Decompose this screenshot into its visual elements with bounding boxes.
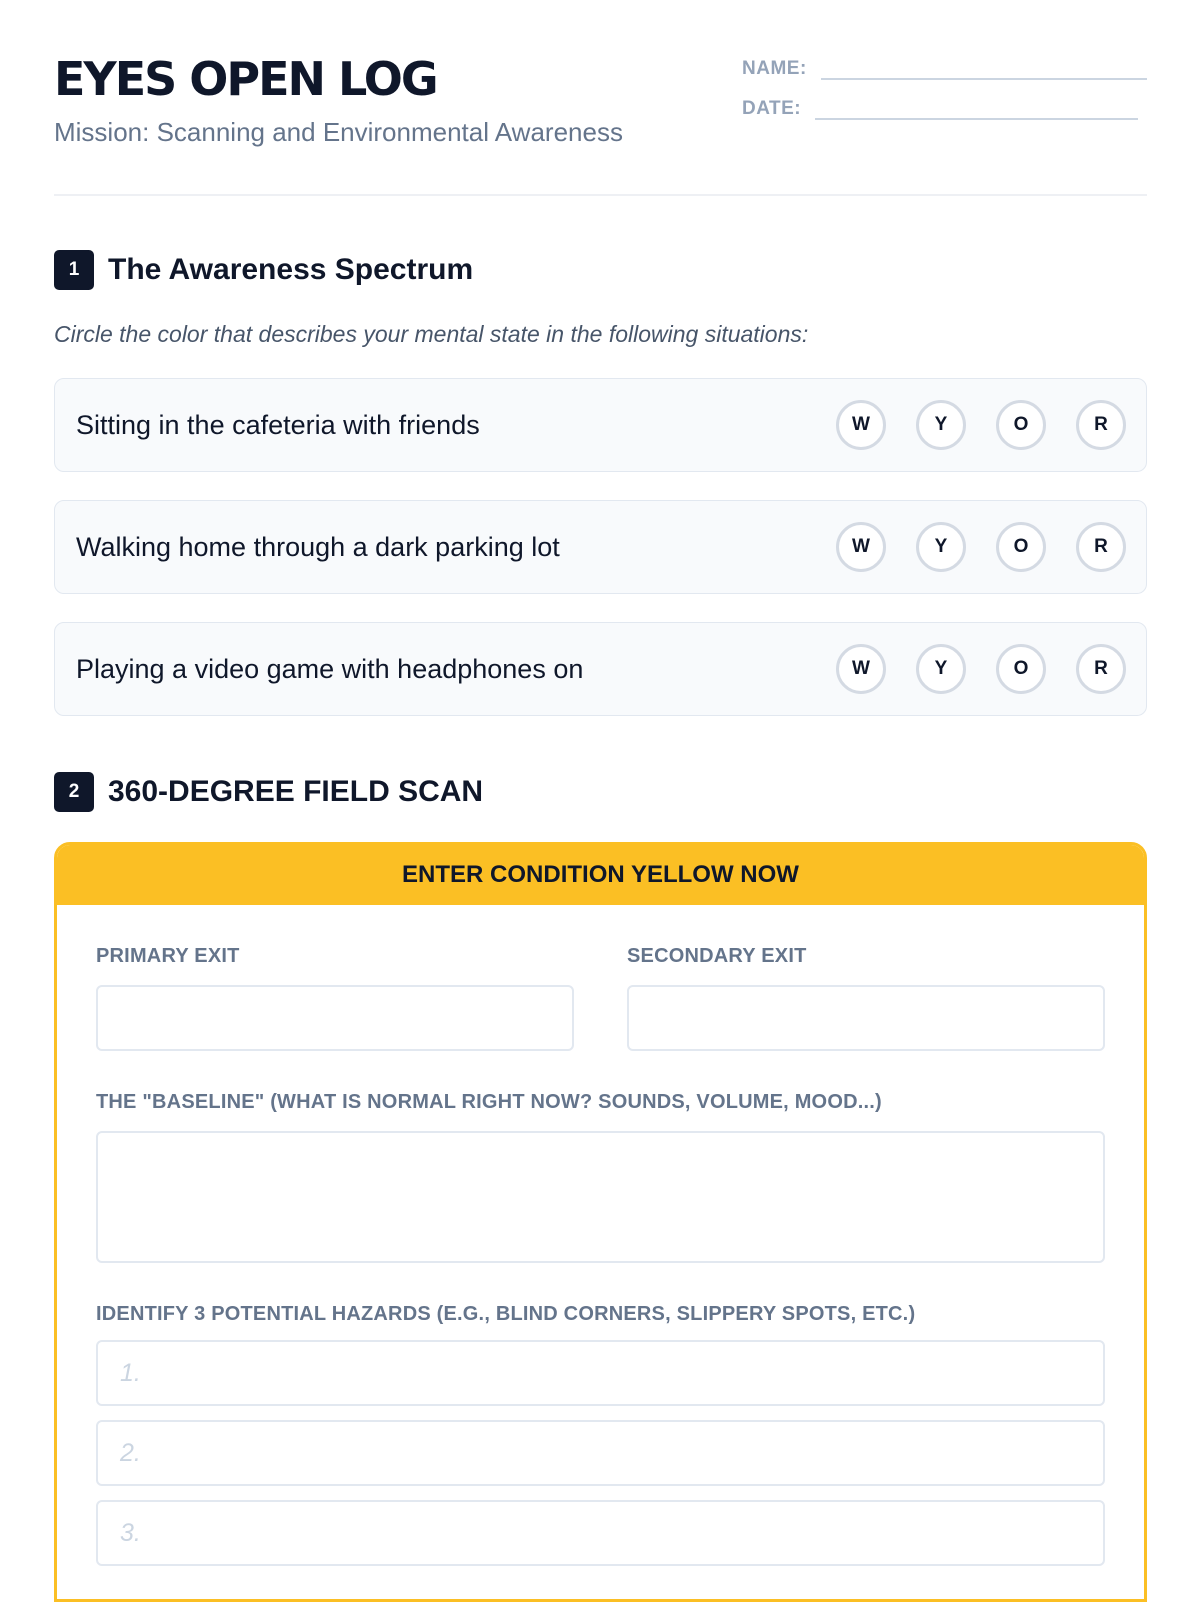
- situation-row: [54, 500, 1147, 594]
- primary-exit-field[interactable]: [96, 985, 574, 1051]
- baseline-label: THE "BASELINE" (WHAT IS NORMAL RIGHT NOW? SOUNDS, VOLUME, MOOD...): [96, 1091, 882, 1113]
- secondary-exit-label: SECONDARY EXIT: [627, 945, 807, 967]
- option-yellow[interactable]: Y: [916, 644, 966, 694]
- hazards-group: [96, 1303, 1105, 1566]
- name-field[interactable]: [821, 54, 1147, 80]
- date-field[interactable]: [815, 94, 1138, 120]
- option-white[interactable]: W: [836, 644, 886, 694]
- page-header: [54, 0, 1147, 196]
- date-row: [742, 92, 1147, 120]
- situation-text: Sitting in the cafeteria with friends: [76, 409, 480, 440]
- field-scan-card: [54, 842, 1147, 1602]
- hazard-field-2[interactable]: 2.: [96, 1420, 1105, 1486]
- date-label: DATE:: [742, 98, 802, 119]
- section-2-header: [54, 772, 1147, 812]
- exit-fields: [96, 945, 1105, 1051]
- primary-exit-label: PRIMARY EXIT: [96, 945, 240, 967]
- section-title: The Awareness Spectrum: [108, 253, 474, 286]
- option-orange[interactable]: O: [996, 400, 1046, 450]
- option-white[interactable]: W: [836, 522, 886, 572]
- option-orange[interactable]: O: [996, 522, 1046, 572]
- option-orange[interactable]: O: [996, 644, 1046, 694]
- baseline-group: [96, 1091, 1105, 1263]
- color-options: [806, 522, 1126, 572]
- primary-exit-group: [96, 945, 574, 1051]
- section-title: 360-DEGREE FIELD SCAN: [108, 775, 484, 808]
- worksheet-page: [54, 0, 1147, 1602]
- option-red[interactable]: R: [1076, 400, 1126, 450]
- option-red[interactable]: R: [1076, 644, 1126, 694]
- option-yellow[interactable]: Y: [916, 400, 966, 450]
- situation-row: [54, 622, 1147, 716]
- page-subtitle: Mission: Scanning and Environmental Awareness: [54, 117, 623, 147]
- section-number-badge: 1: [54, 250, 94, 290]
- baseline-field[interactable]: [96, 1131, 1105, 1263]
- secondary-exit-field[interactable]: [627, 985, 1105, 1051]
- hazard-field-1[interactable]: 1.: [96, 1340, 1105, 1406]
- condition-banner: ENTER CONDITION YELLOW NOW: [57, 845, 1144, 905]
- page-title: EYES OPEN LOG: [54, 52, 437, 106]
- section-number-badge: 2: [54, 772, 94, 812]
- color-options: [806, 400, 1126, 450]
- situation-list: [54, 378, 1147, 716]
- secondary-exit-group: [627, 945, 1105, 1051]
- situation-text: Playing a video game with headphones on: [76, 653, 584, 684]
- option-yellow[interactable]: Y: [916, 522, 966, 572]
- name-row: [742, 52, 1147, 80]
- field-scan-body: [57, 905, 1144, 1566]
- option-white[interactable]: W: [836, 400, 886, 450]
- option-red[interactable]: R: [1076, 522, 1126, 572]
- name-label: NAME:: [742, 58, 807, 79]
- hazards-label: IDENTIFY 3 POTENTIAL HAZARDS (E.G., BLIND CORNERS, SLIPPERY SPOTS, ETC.): [96, 1303, 916, 1325]
- hazard-field-3[interactable]: 3.: [96, 1500, 1105, 1566]
- situation-row: [54, 378, 1147, 472]
- color-options: [806, 644, 1126, 694]
- student-info: [742, 52, 1147, 132]
- section-1-header: [54, 250, 1147, 290]
- situation-text: Walking home through a dark parking lot: [76, 531, 560, 562]
- section-instructions: Circle the color that describes your mental state in the following situations:: [54, 321, 809, 347]
